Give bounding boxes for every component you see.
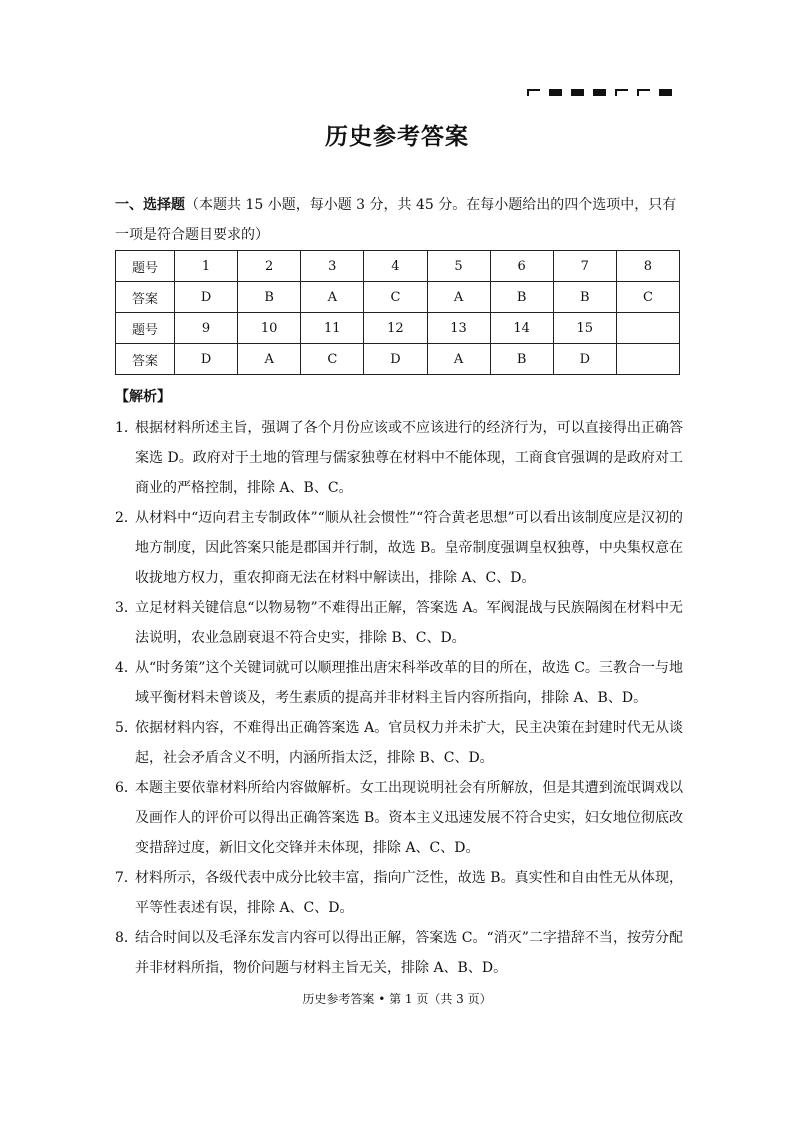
table-cell: 12 (364, 313, 427, 344)
analysis-item-text: 依据材料内容，不难得出正确答案选 A。官员权力并未扩大，民主决策在封建时代无从谈起，社会矛盾含义不明，内涵所指太泛，排除 B、C、D。 (135, 720, 683, 766)
table-cell: 14 (490, 313, 553, 344)
table-cell: D (175, 344, 238, 375)
table-cell: 13 (427, 313, 490, 344)
table-cell: A (301, 282, 364, 313)
header-registration-marks (527, 89, 672, 97)
analysis-item-text: 材料所示，各级代表中成分比较丰富，指向广泛性，故选 B。真实性和自由性无从体现，平等性表述有误，排除 A、C、D。 (135, 870, 683, 916)
table-cell: C (301, 344, 364, 375)
registration-mark (527, 89, 540, 96)
analysis-item-text: 本题主要依靠材料所给内容做解析。女工出现说明社会有所解放，但是其遭到流氓调戏以及画作人的评价可以得出正确答案选 B。资本主义迅速发展不符合史实，妇女地位彻底改变措辞过度，新旧文化交锋并未体现，排除 A、C、D。 (135, 780, 683, 856)
table-cell (616, 344, 679, 375)
registration-mark (593, 89, 606, 96)
analysis-item-number: 5． (115, 720, 138, 736)
table-cell: B (238, 282, 301, 313)
analysis-item-number: 7． (115, 870, 138, 886)
table-row (116, 313, 680, 344)
table-cell (616, 313, 679, 344)
analysis-item (115, 593, 683, 653)
table-cell: 11 (301, 313, 364, 344)
row-label-cell: 答案 (116, 282, 175, 313)
analysis-item-number: 2． (115, 510, 138, 526)
analysis-list (115, 413, 683, 983)
analysis-item (115, 713, 683, 773)
table-cell: B (490, 344, 553, 375)
page-title: 历史参考答案 (325, 123, 469, 150)
analysis-item-text: 结合时间以及毛泽东发言内容可以得出正解，答案选 C。“消灭”二字措辞不当，按劳分配并非材料所指，物价问题与材料主旨无关，排除 A、B、D。 (135, 930, 683, 976)
analysis-item-text: 根据材料所述主旨，强调了各个月份应该或不应该进行的经济行为，可以直接得出正确答案选 D。政府对于土地的管理与儒家独尊在材料中不能体现，工商食官强调的是政府对工商业的严格控制，排除 A、B、C。 (135, 420, 683, 496)
analysis-item-text: 从“时务策”这个关键词就可以顺理推出唐宋科举改革的目的所在，故选 C。三教合一与地域平衡材料未曾谈及，考生素质的提高并非材料主旨内容所指向，排除 A、B、D。 (135, 660, 683, 706)
analysis-item (115, 923, 683, 983)
table-cell: 15 (553, 313, 616, 344)
table-cell: D (175, 282, 238, 313)
table-cell: A (427, 282, 490, 313)
table-cell: D (553, 344, 616, 375)
table-cell: 3 (301, 251, 364, 282)
section-description: （本题共 15 小题，每小题 3 分，共 45 分。在每小题给出的四个选项中，只有一项是符合题目要求的） (115, 197, 677, 243)
page-footer: 历史参考答案 • 第 1 页（共 3 页） (302, 992, 492, 1006)
table-cell: A (238, 344, 301, 375)
table-cell: B (490, 282, 553, 313)
registration-mark (615, 89, 628, 96)
table-cell: 4 (364, 251, 427, 282)
analysis-item (115, 773, 683, 863)
table-cell: D (364, 344, 427, 375)
row-label-cell: 题号 (116, 313, 175, 344)
row-label-cell: 题号 (116, 251, 175, 282)
table-row (116, 251, 680, 282)
table-cell: 2 (238, 251, 301, 282)
table-cell: C (616, 282, 679, 313)
table-cell: 6 (490, 251, 553, 282)
registration-mark (659, 89, 672, 96)
section-heading: 一、选择题 (115, 197, 185, 213)
analysis-item-text: 从材料中“迈向君主专制政体”“顺从社会惯性”“符合黄老思想”可以看出该制度应是汉初的地方制度，因此答案只能是郡国并行制，故选 B。皇帝制度强调皇权独尊，中央集权意在收拢地方权力，重农抑商无法在材料中解读出，排除 A、C、D。 (135, 510, 683, 586)
registration-mark (637, 89, 650, 96)
analysis-heading: 【解析】 (115, 389, 171, 405)
table-cell: C (364, 282, 427, 313)
analysis-item-number: 8． (115, 930, 138, 946)
answer-table (115, 250, 680, 375)
analysis-item (115, 863, 683, 923)
analysis-item-number: 3． (115, 600, 138, 616)
table-cell: 8 (616, 251, 679, 282)
analysis-item-number: 4． (115, 660, 138, 676)
row-label-cell: 答案 (116, 344, 175, 375)
analysis-item (115, 653, 683, 713)
analysis-item (115, 503, 683, 593)
table-row (116, 344, 680, 375)
registration-mark (549, 89, 562, 96)
analysis-item-number: 6． (115, 780, 138, 796)
registration-mark (571, 89, 584, 96)
analysis-item (115, 413, 683, 503)
section-intro (115, 190, 685, 250)
table-cell: 10 (238, 313, 301, 344)
table-cell: 7 (553, 251, 616, 282)
table-row (116, 282, 680, 313)
table-cell: B (553, 282, 616, 313)
analysis-item-text: 立足材料关键信息“以物易物”不难得出正解，答案选 A。军阀混战与民族隔阂在材料中无法说明，农业急剧衰退不符合史实，排除 B、C、D。 (135, 600, 683, 646)
table-cell: 9 (175, 313, 238, 344)
table-cell: A (427, 344, 490, 375)
analysis-item-number: 1． (115, 420, 138, 436)
table-cell: 5 (427, 251, 490, 282)
table-cell: 1 (175, 251, 238, 282)
